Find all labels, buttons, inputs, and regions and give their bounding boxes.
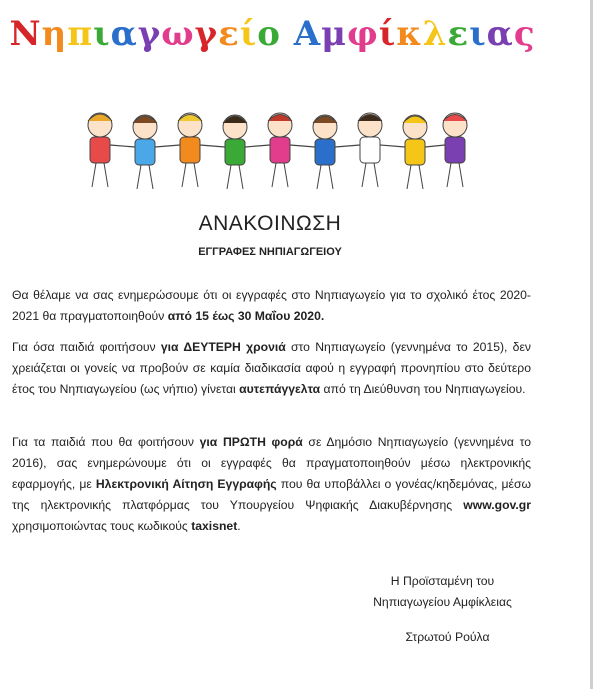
title-letter: π — [67, 14, 94, 54]
title-letter: ε — [218, 14, 240, 54]
announcement-heading: ΑΝΑΚΟΙΝΩΣΗ — [198, 212, 342, 235]
title-letter: ε — [447, 14, 470, 54]
title-letter: Α — [293, 14, 322, 54]
title-letter: κ — [396, 14, 423, 54]
title-letter: α — [110, 14, 138, 54]
child-1 — [88, 113, 112, 187]
title-letter: α — [486, 14, 514, 54]
children-illustration — [70, 105, 470, 195]
title-letter: ς — [513, 14, 536, 54]
title-letter: ω — [161, 14, 195, 54]
title-letter: φ — [347, 14, 379, 54]
announcement-subheading: ΕΓΓΡΑΦΕΣ ΝΗΠΙΑΓΩΓΕΙΟΥ — [198, 246, 342, 258]
title-letter: ι — [469, 14, 487, 54]
title-letter: γ — [194, 14, 219, 54]
school-title — [0, 14, 545, 54]
title-letter: ί — [378, 14, 397, 54]
child-9 — [443, 113, 467, 187]
child-2 — [133, 115, 157, 189]
title-letter — [281, 14, 294, 54]
title-letter: ί — [239, 14, 258, 54]
title-letter: ο — [257, 14, 281, 54]
paragraph-second-year: Για όσα παιδιά φοιτήσουν για ΔΕΥΤΕΡΗ χρονιά στο Νηπιαγωγείο (γεννημένα το 2015), δεν χρειάζεται οι γονείς να προβούν σε καμία διαδικασία αφού η εγγραφή προνηπίου στο δεύτερο έτος του Νηπιαγωγείου (ως νήπιο) γίνεται αυτεπάγγελτα από τη Διεύθυνση του Νηπιαγωγείου. — [12, 340, 531, 396]
title-letter: Ν — [9, 14, 42, 54]
child-4 — [223, 115, 247, 189]
title-letter: λ — [422, 14, 448, 54]
child-7 — [358, 113, 382, 187]
signature-role: Η Προϊσταμένη του — [390, 574, 495, 588]
paragraph-first-year: Για τα παιδιά που θα φοιτήσουν για ΠΡΩΤΗ φορά σε Δημόσιο Νηπιαγωγείο (γεννημένα το 2016), σας ενημερώνουμε ότι οι εγγραφές θα πραγματοποιηθούν μέσω ηλεκτρονικής εφαρμογής, με Ηλεκτρονική Αίτηση Εγγραφής που θα υποβάλλει ο γονέας/κηδεμόνας, μέσω της ηλεκτρονικής πλατφόρμας του Υπουργείου Ψηφιακής Διακυβέρνησης www.gov.gr χρησιμοποιώντας τους κωδικούς taxisnet. — [12, 435, 531, 533]
title-letter: γ — [137, 14, 162, 54]
paragraph-enrollment-dates: Θα θέλαμε να σας ενημερώσουμε ότι οι εγγραφές στο Νηπιαγωγείο για το σχολικό έτος 2020-2021 θα πραγματοποιηθούν από 15 έως 30 Μαΐου 2020. — [12, 288, 531, 323]
signature-school: Νηπιαγωγείου Αμφίκλειας — [373, 595, 512, 609]
child-5 — [268, 113, 292, 187]
child-8 — [403, 115, 427, 189]
child-6 — [313, 115, 337, 189]
signature-name: Στρωτού Ρούλα — [405, 630, 490, 644]
title-letter: η — [41, 14, 68, 54]
title-letter: ι — [93, 14, 111, 54]
child-3 — [178, 113, 202, 187]
title-letter: μ — [321, 14, 347, 54]
